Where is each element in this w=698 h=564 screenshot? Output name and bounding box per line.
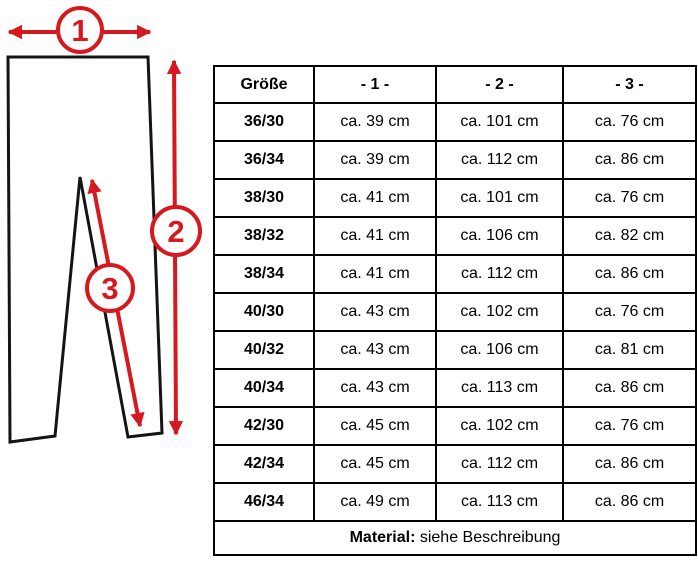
size-cell: 40/32	[214, 331, 314, 369]
table-row	[214, 331, 696, 369]
measure-2-cell: ca. 112 cm	[436, 445, 563, 483]
measure-2-cell: ca. 112 cm	[436, 255, 563, 293]
table-row	[214, 293, 696, 331]
measure-1-cell: ca. 49 cm	[314, 483, 436, 521]
measure-3-cell: ca. 76 cm	[563, 103, 696, 141]
table-row	[214, 369, 696, 407]
measure-2-cell: ca. 106 cm	[436, 217, 563, 255]
size-cell: 38/34	[214, 255, 314, 293]
size-cell: 42/34	[214, 445, 314, 483]
measure-3-cell: ca. 86 cm	[563, 369, 696, 407]
measure-1-cell: ca. 41 cm	[314, 217, 436, 255]
measure-1-cell: ca. 39 cm	[314, 103, 436, 141]
table-row	[214, 217, 696, 255]
table-row	[214, 255, 696, 293]
measure-1-cell: ca. 45 cm	[314, 407, 436, 445]
measure-2-cell: ca. 102 cm	[436, 407, 563, 445]
column-header-2: - 2 -	[436, 66, 563, 103]
measure-2-cell: ca. 106 cm	[436, 331, 563, 369]
pants-outline	[8, 57, 162, 442]
column-header-groesse: Größe	[214, 66, 314, 103]
size-cell: 40/30	[214, 293, 314, 331]
measure-1-cell: ca. 43 cm	[314, 369, 436, 407]
measure-3-cell: ca. 86 cm	[563, 141, 696, 179]
table-row	[214, 483, 696, 521]
measure-1-cell: ca. 43 cm	[314, 331, 436, 369]
measure-3-cell: ca. 76 cm	[563, 407, 696, 445]
marker-label-1: 1	[71, 13, 89, 48]
size-cell: 46/34	[214, 483, 314, 521]
marker-label-3: 3	[101, 271, 119, 306]
measure-3-cell: ca. 86 cm	[563, 255, 696, 293]
column-header-3: - 3 -	[563, 66, 696, 103]
size-cell: 38/32	[214, 217, 314, 255]
size-cell: 38/30	[214, 179, 314, 217]
measure-1-cell: ca. 39 cm	[314, 141, 436, 179]
measure-2-cell: ca. 112 cm	[436, 141, 563, 179]
size-cell: 40/34	[214, 369, 314, 407]
table-row	[214, 407, 696, 445]
measure-2-cell: ca. 102 cm	[436, 293, 563, 331]
size-table	[213, 65, 697, 556]
size-cell: 36/30	[214, 103, 314, 141]
table-row	[214, 103, 696, 141]
measure-3-cell: ca. 82 cm	[563, 217, 696, 255]
table-row	[214, 179, 696, 217]
table-row	[214, 445, 696, 483]
measure-2-cell: ca. 113 cm	[436, 483, 563, 521]
measure-3-cell: ca. 86 cm	[563, 483, 696, 521]
measure-1-cell: ca. 45 cm	[314, 445, 436, 483]
size-cell: 36/34	[214, 141, 314, 179]
measure-2-cell: ca. 113 cm	[436, 369, 563, 407]
measure-3-cell: ca. 81 cm	[563, 331, 696, 369]
material-note	[214, 521, 696, 555]
material-value: siehe Beschreibung	[419, 529, 561, 546]
measure-3-cell: ca. 76 cm	[563, 293, 696, 331]
marker-label-2: 2	[167, 214, 185, 249]
measure-1-cell: ca. 43 cm	[314, 293, 436, 331]
column-header-1: - 1 -	[314, 66, 436, 103]
table-footer-row	[214, 521, 696, 555]
size-cell: 42/30	[214, 407, 314, 445]
measure-3-cell: ca. 76 cm	[563, 179, 696, 217]
table-row	[214, 141, 696, 179]
measure-1-cell: ca. 41 cm	[314, 255, 436, 293]
measure-2-cell: ca. 101 cm	[436, 179, 563, 217]
table-header-row	[214, 66, 696, 103]
material-label: Material:	[349, 529, 416, 546]
pants-diagram	[0, 0, 213, 564]
measure-3-cell: ca. 86 cm	[563, 445, 696, 483]
measure-2-cell: ca. 101 cm	[436, 103, 563, 141]
measure-1-cell: ca. 41 cm	[314, 179, 436, 217]
